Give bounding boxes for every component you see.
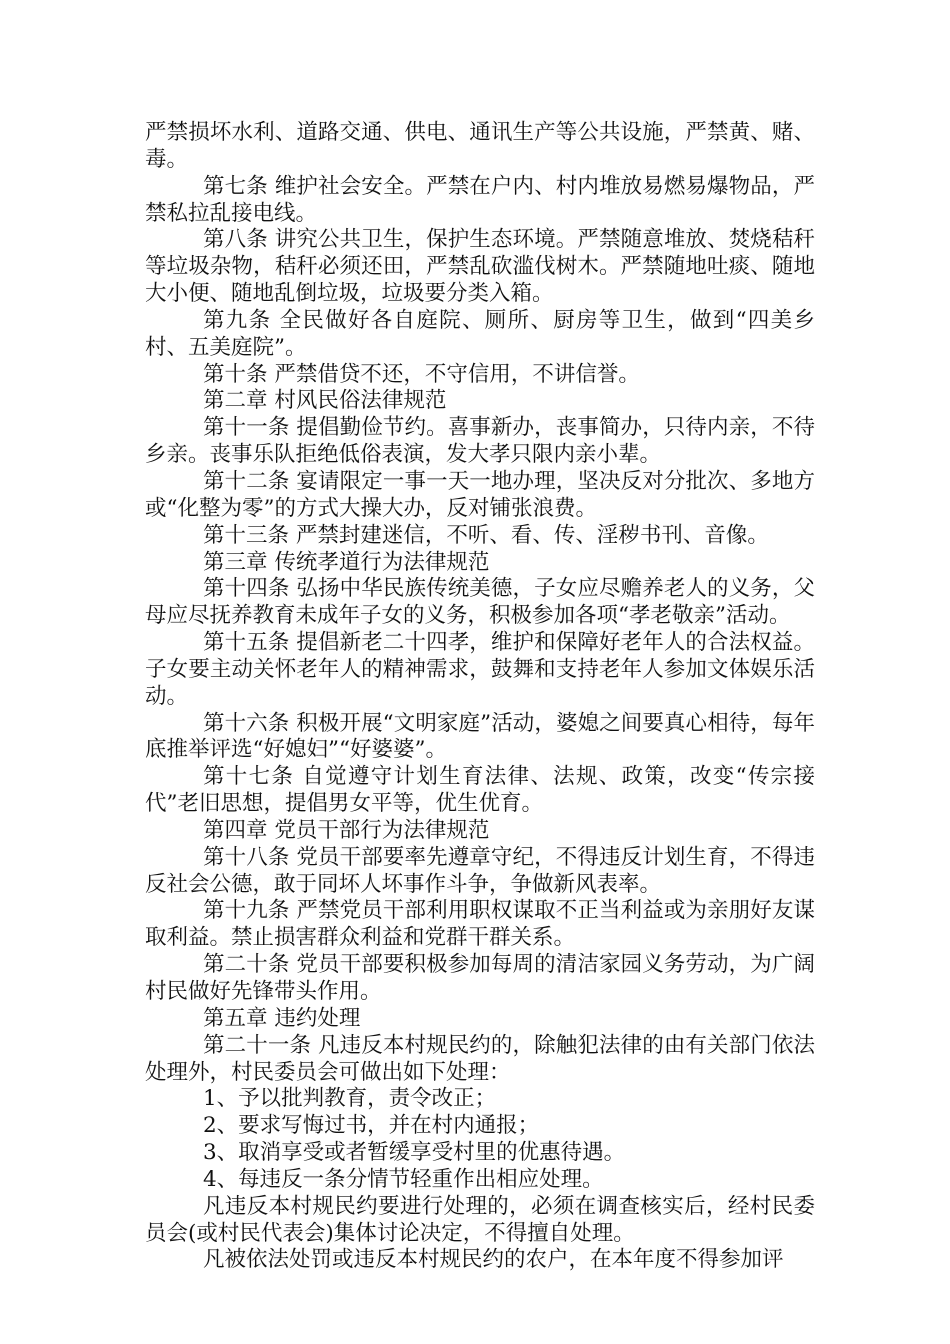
document-body	[145, 120, 815, 1274]
penalty-item-3: 3、取消享受或者暂缓享受村里的优惠待遇。	[203, 1140, 626, 1166]
article-21: 第二十一条 凡违反本村规民约的，除触犯法律的由有关部门依法处理外，村民委员会可做出如下处理：	[145, 1032, 815, 1085]
penalty-item-1: 1、予以批判教育，责令改正；	[203, 1086, 497, 1112]
article-13: 第十三条 严禁封建迷信，不听、看、传、淫秽书刊、音像。	[203, 522, 769, 548]
chapter-4-heading: 第四章 党员干部行为法律规范	[203, 817, 490, 843]
article-15: 第十五条 提倡新老二十四孝，维护和保障好老年人的合法权益。子女要主动关怀老年人的精神需求，鼓舞和支持老年人参加文体娱乐活动。	[145, 630, 815, 709]
article-14: 第十四条 弘扬中华民族传统美德，子女应尽赡养老人的义务，父母应尽抚养教育未成年子女的义务，积极参加各项“孝老敬亲”活动。	[145, 576, 815, 629]
article-7: 第七条 维护社会安全。严禁在户内、村内堆放易燃易爆物品，严禁私拉乱接电线。	[145, 173, 815, 226]
article-11: 第十一条 提倡勤俭节约。喜事新办，丧事简办，只待内亲，不待乡亲。丧事乐队拒绝低俗表演，发大孝只限内亲小辈。	[145, 415, 815, 468]
article-20: 第二十条 党员干部要积极参加每周的清洁家园义务劳动，为广阔村民做好先锋带头作用。	[145, 952, 815, 1004]
paragraph-processing-procedure: 凡违反本村规民约要进行处理的，必须在调查核实后，经村民委员会(或村民代表会)集体讨论决定，不得擅自处理。	[145, 1193, 815, 1246]
paragraph-public-facilities: 严禁损坏水利、道路交通、供电、通讯生产等公共设施，严禁黄、赌、毒。	[145, 120, 815, 172]
article-16: 第十六条 积极开展“文明家庭”活动，婆媳之间要真心相待，每年底推举评选“好媳妇”“好婆婆”。	[145, 710, 815, 763]
chapter-3-heading: 第三章 传统孝道行为法律规范	[203, 549, 490, 575]
article-19: 第十九条 严禁党员干部利用职权谋取不正当利益或为亲朋好友谋取利益。禁止损害群众利益和党群干群关系。	[145, 898, 815, 951]
penalty-item-4: 4、每违反一条分情节轻重作出相应处理。	[203, 1166, 604, 1192]
article-8: 第八条 讲究公共卫生，保护生态环境。严禁随意堆放、焚烧秸秆等垃圾杂物，秸秆必须还田，严禁乱砍滥伐树木。严禁随地吐痰、随地大小便、随地乱倒垃圾，垃圾要分类入箱。	[145, 227, 815, 307]
article-12: 第十二条 宴请限定一事一天一地办理，坚决反对分批次、多地方或“化整为零”的方式大操大办，反对铺张浪费。	[145, 468, 815, 521]
chapter-5-heading: 第五章 违约处理	[203, 1005, 361, 1031]
article-9: 第九条 全民做好各自庭院、厕所、厨房等卫生，做到“四美乡村、五美庭院”。	[145, 307, 815, 360]
chapter-2-heading: 第二章 村风民俗法律规范	[203, 388, 447, 414]
penalty-item-2: 2、要求写悔过书，并在村内通报；	[203, 1113, 540, 1139]
article-17: 第十七条 自觉遵守计划生育法律、法规、政策，改变“传宗接代”老旧思想，提倡男女平等，优生优育。	[145, 764, 815, 817]
paragraph-penalized-households: 凡被依法处罚或违反本村规民约的农户，在本年度不得参加评	[203, 1247, 784, 1273]
article-10: 第十条 严禁借贷不还，不守信用，不讲信誉。	[203, 361, 640, 387]
article-18: 第十八条 党员干部要率先遵章守纪，不得违反计划生育，不得违反社会公德，敢于同坏人坏事作斗争，争做新风表率。	[145, 844, 815, 897]
